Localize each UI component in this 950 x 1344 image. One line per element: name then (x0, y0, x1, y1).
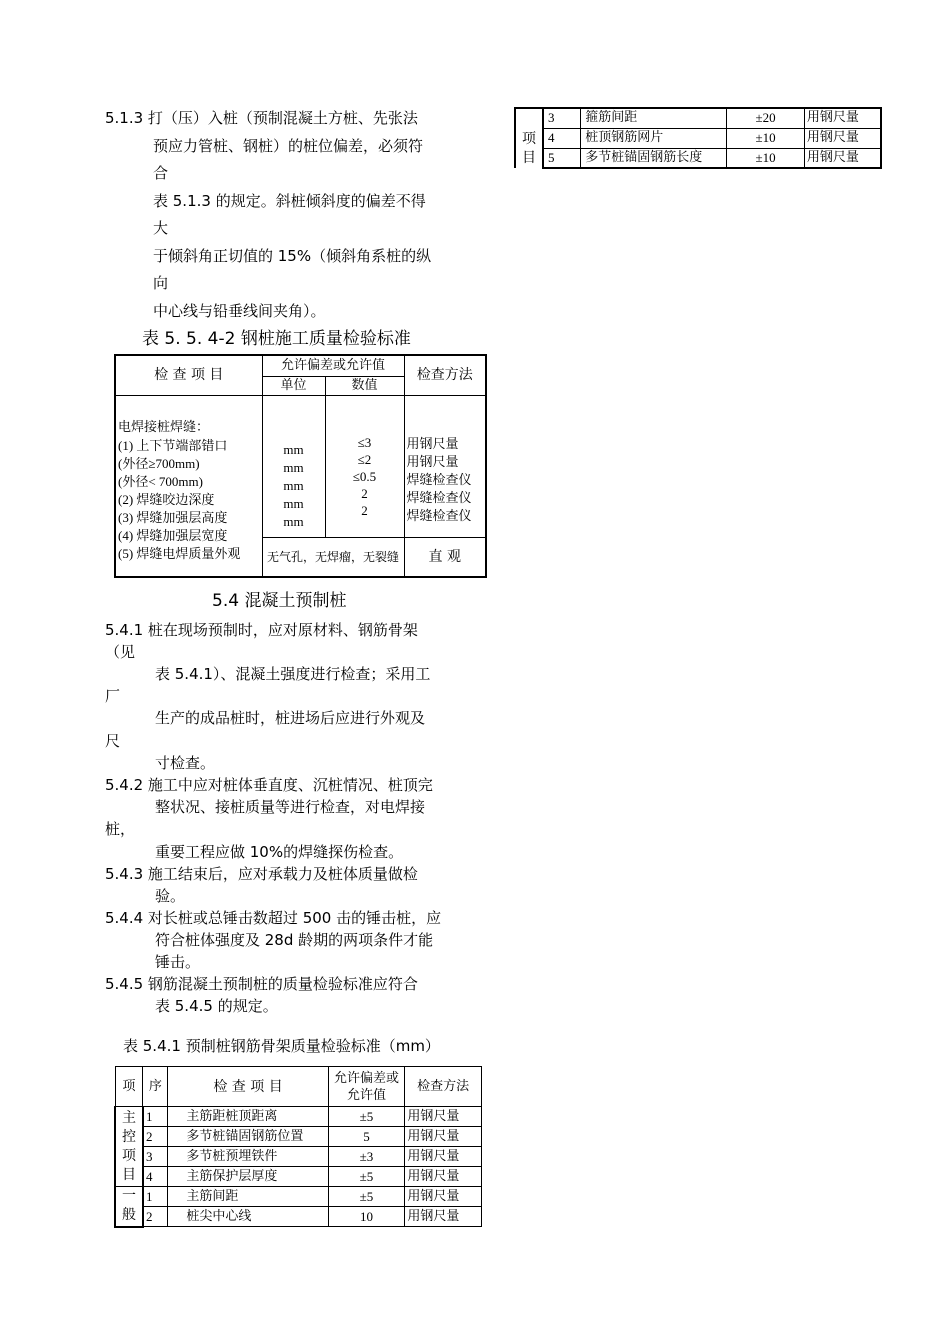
allow-cell: ±20 (727, 108, 805, 128)
para-line: 5.1.3 打（压）入桩（预制混凝土方桩、先张法 (105, 109, 418, 127)
seq-cell: 1 (143, 1187, 168, 1207)
para-line: 表 5.4.5 的规定。 (155, 997, 278, 1015)
allow-cell: 5 (328, 1127, 405, 1147)
method-cell: 用钢尺量 (405, 1107, 482, 1127)
seq-cell: 3 (143, 1147, 168, 1167)
item-cell: 箍筋间距 (581, 108, 727, 128)
para-line: 表 5.4.1）、混凝土强度进行检查；采用工 (155, 665, 431, 683)
table-541-caption: 表 5.4.1 预制桩钢筋骨架质量检验标准（mm） (123, 1037, 440, 1055)
header-method: 检查方法 (404, 355, 486, 395)
para-line: 验。 (155, 887, 186, 905)
item-cell: 多节桩锚固钢筋长度 (581, 148, 727, 168)
table-precast-cage-continued (514, 107, 882, 169)
method-cell: 用钢尺量 (804, 148, 881, 168)
seq-cell: 5 (543, 148, 581, 168)
seq-cell: 1 (143, 1107, 168, 1127)
unit-value: mm (283, 478, 304, 493)
seq-cell: 3 (543, 108, 581, 128)
para-line: 重要工程应做 10%的焊缝探伤检查。 (155, 843, 404, 861)
header-unit: 单位 (262, 376, 325, 395)
item-cell: 主筋间距 (168, 1187, 328, 1207)
method-cell: 用钢尺量 (405, 1127, 482, 1147)
item-line: (4) 焊缝加强层宽度 (118, 527, 228, 543)
units-cell (262, 395, 325, 537)
para-line: 锤击。 (155, 953, 201, 971)
seq-cell: 2 (143, 1127, 168, 1147)
unit-value: mm (283, 514, 304, 529)
header-cat: 项 (115, 1067, 143, 1107)
method-entry: 焊缝检查仪 (406, 509, 472, 524)
table-steel-pile-quality (114, 354, 487, 578)
para-line: 表 5.1.3 的规定。斜桩倾斜度的偏差不得 (153, 192, 426, 210)
para-line: 预应力管桩、钢桩）的桩位偏差，必须符 (153, 137, 424, 155)
header-seq: 序 (143, 1067, 168, 1107)
item-line: (1) 上下节端部错口 (118, 437, 228, 453)
allow-cell: ±5 (328, 1167, 405, 1187)
seq-cell: 4 (143, 1167, 168, 1187)
value-entry: ≤0.5 (352, 468, 377, 484)
allow-cell: ±5 (328, 1187, 405, 1207)
method-cell: 用钢尺量 (405, 1147, 482, 1167)
allow-cell: ±5 (328, 1107, 405, 1127)
para-line: 大 (153, 219, 169, 237)
para-line: 5.4.4 对长桩或总锤击数超过 500 击的锤击桩，应 (105, 909, 442, 927)
item-cell: 多节桩锚固钢筋位置 (168, 1127, 328, 1147)
group-general-cont: 项目 (515, 108, 543, 168)
table-precast-cage-quality (114, 1066, 482, 1228)
para-line: 中心线与铅垂线间夹角）。 (153, 302, 326, 320)
group-main-control: 主控项目 (115, 1107, 143, 1187)
para-line: 符合桩体强度及 28d 龄期的两项条件才能 (155, 931, 434, 949)
item-line: (外径≥700mm) (118, 455, 200, 471)
item-line: 电焊接桩焊缝： (118, 419, 210, 435)
group-general: 一般 (115, 1187, 143, 1227)
seq-cell: 4 (543, 128, 581, 148)
method-cell: 用钢尺量 (405, 1207, 482, 1227)
appearance-req: 无气孔，无焊瘤，无裂缝 (262, 537, 404, 577)
allow-cell: ±10 (727, 148, 805, 168)
item-line: (外径< 700mm) (118, 473, 203, 489)
para-line: 5.4.3 施工结束后，应对承载力及桩体质量做检 (105, 865, 418, 883)
section-5-4-title: 5.4 混凝土预制桩 (212, 591, 347, 611)
header-item: 检 查 项 目 (115, 355, 262, 395)
para-line: 合 (153, 164, 169, 182)
para-line: 生产的成品桩时，桩进场后应进行外观及 (155, 709, 426, 727)
unit-value: mm (283, 442, 304, 457)
para-line: 于倾斜角正切值的 15%（倾斜角系桩的纵 (153, 247, 432, 265)
para-line: 桩， (105, 820, 136, 838)
header-value: 数值 (325, 376, 404, 395)
method-entry: 用钢尺量 (406, 455, 459, 470)
item-line: (5) 焊缝电焊质量外观 (118, 545, 241, 561)
item-cell: 主筋保护层厚度 (168, 1167, 328, 1187)
value-entry: 2 (361, 485, 368, 501)
unit-value: mm (283, 460, 304, 475)
para-line: （见 (105, 643, 136, 661)
allow-cell: ±3 (328, 1147, 405, 1167)
para-line: 5.4.5 钢筋混凝土预制桩的质量检验标准应符合 (105, 975, 418, 993)
item-cell: 多节桩预埋铁件 (168, 1147, 328, 1167)
para-line: 寸检查。 (155, 754, 216, 772)
item-cell: 主筋距桩顶距离 (168, 1107, 328, 1127)
method-cell: 用钢尺量 (405, 1167, 482, 1187)
header-item: 检 查 项 目 (168, 1067, 328, 1107)
unit-value: mm (283, 496, 304, 511)
item-cell: 桩尖中心线 (168, 1207, 328, 1227)
method-cell: 用钢尺量 (405, 1187, 482, 1207)
appearance-method: 直 观 (404, 537, 486, 577)
seq-cell: 2 (143, 1207, 168, 1227)
value-entry: 2 (361, 502, 368, 518)
method-cell: 用钢尺量 (804, 128, 881, 148)
allow-cell: 10 (328, 1207, 405, 1227)
para-line: 5.4.2 施工中应对桩体垂直度、沉桩情况、桩顶完 (105, 776, 433, 794)
item-line: (2) 焊缝咬边深度 (118, 491, 215, 507)
para-line: 整状况、接桩质量等进行检查，对电焊接 (155, 798, 426, 816)
value-entry: ≤3 (357, 434, 372, 450)
method-entry: 焊缝检查仪 (406, 473, 472, 488)
para-line: 尺 (105, 732, 121, 750)
para-line: 5.4.1 桩在现场预制时，应对原材料、钢筋骨架 (105, 621, 418, 639)
values-cell (325, 395, 404, 537)
header-method: 检查方法 (405, 1067, 482, 1107)
items-cell (115, 395, 262, 577)
method-entry: 焊缝检查仪 (406, 491, 472, 506)
methods-cell (404, 395, 486, 537)
value-entry: ≤2 (357, 451, 372, 467)
table-554-caption: 表 5. 5. 4-2 钢桩施工质量检验标准 (142, 329, 411, 349)
method-entry: 用钢尺量 (406, 437, 459, 452)
para-line: 向 (153, 274, 169, 292)
method-cell: 用钢尺量 (804, 108, 881, 128)
item-cell: 桩顶钢筋网片 (581, 128, 727, 148)
header-allow: 允许偏差或允许值 (262, 355, 404, 376)
allow-cell: ±10 (727, 128, 805, 148)
header-allow: 允许偏差或允许值 (328, 1067, 405, 1107)
para-line: 厂 (105, 687, 121, 705)
item-line: (3) 焊缝加强层高度 (118, 509, 228, 525)
